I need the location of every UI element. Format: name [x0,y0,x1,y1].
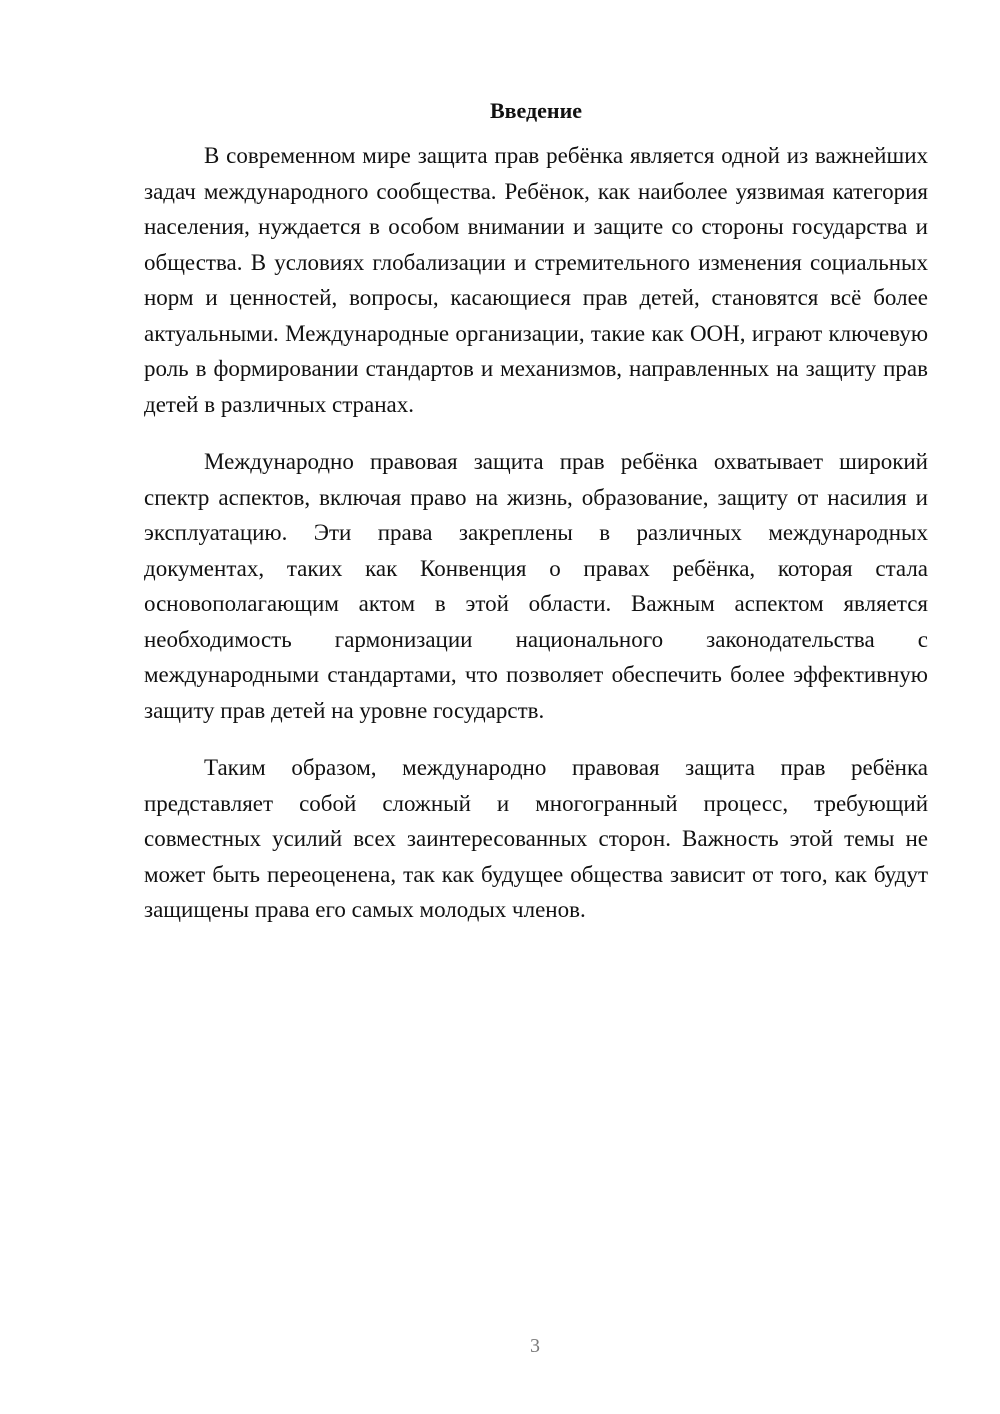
paragraph-1: В современном мире защита прав ребёнка является одной из важнейших задач международного сообщества. Ребёнок, как наиболее уязвимая категория населения, нуждается в особом внимании и защите со стороны государства и общества. В условиях глобализации и стремительного изменения социальных норм и ценностей, вопросы, касающиеся прав детей, становятся всё более актуальными. Международные организации, такие как ООН, играют ключевую роль в формировании стандартов и механизмов, направленных на защиту прав детей в различных странах. [144,143,928,417]
page-content [144,96,928,950]
paragraph-3: Таким образом, международно правовая защита прав ребёнка представляет собой сложный и многогранный процесс, требующий совместных усилий всех заинтересованных сторон. Важность этой темы не может быть переоценена, так как будущее общества зависит от того, как будут защищены права его самых молодых членов. [144,755,928,922]
page-number: 3 [530,1335,540,1357]
section-title: Введение [489,98,583,123]
paragraph-2: Международно правовая защита прав ребёнка охватывает широкий спектр аспектов, включая право на жизнь, образование, защиту от насилия и эксплуатацию. Эти права закреплены в различных международных документах, таких как Конвенция о правах ребёнка, которая стала основополагающим актом в этой области. Важным аспектом является необходимость гармонизации национального законодательства с международными стандартами, что позволяет обеспечить более эффективную защиту прав детей на уровне государств. [144,449,928,723]
